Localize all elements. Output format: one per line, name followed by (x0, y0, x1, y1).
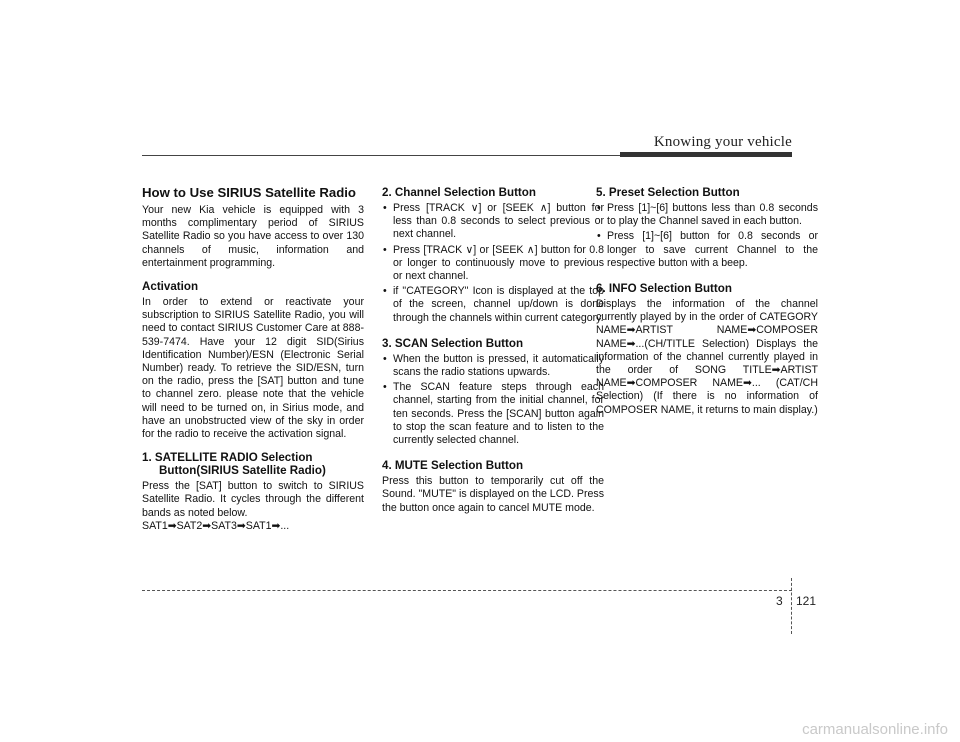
column-3 (596, 186, 818, 417)
heading-activation: Activation (142, 280, 199, 294)
footer-rule (142, 590, 792, 591)
column-2 (382, 186, 604, 515)
paragraph-info: Displays the information of the channel currently played by in the order of CATEGORY NAME➡ARTIST NAME➡COMPOSER NAME➡...(CH/TITLE Selection) Displays the information of the channel currently played in the order of SONG TITLE➡ARTIST NAME➡COMPOSER NAME➡... (CAT/CH Selection) (If there is no information of COMPOSER NAME, it returns to main display.) (596, 298, 818, 416)
heading-mute-button: 4. MUTE Selection Button (382, 459, 524, 473)
paragraph-satellite-button: Press the [SAT] button to switch to SIRIUS Satellite Radio. It cycles through the different bands as noted below. (142, 480, 364, 519)
header-rule-thick (620, 152, 792, 157)
list-item: • Press [1]~[6] button for 0.8 seconds or longer to save current Channel to the respective button with a beep. (596, 230, 818, 270)
column-1 (142, 186, 364, 533)
watermark: carmanualsonline.info (802, 721, 948, 738)
page-divider (791, 578, 792, 634)
paragraph-mute: Press this button to temporarily cut off the Sound. "MUTE" is displayed on the LCD. Press the button once again to cancel MUTE mode. (382, 475, 604, 514)
list-item: • Press [TRACK ∨] or [SEEK ∧] button for 0.8 or longer to continuously move to previous or next channel. (382, 244, 604, 284)
list-item: • Press [1]~[6] buttons less than 0.8 seconds to play the Channel saved in each button. (596, 202, 818, 228)
list-item: • Press [TRACK ∨] or [SEEK ∧] button for less than 0.8 seconds to select previous or next channel. (382, 202, 604, 242)
header-rule-thin (142, 155, 620, 156)
paragraph-satellite-sequence: SAT1➡SAT2➡SAT3➡SAT1➡... (142, 519, 290, 532)
heading-scan-button: 3. SCAN Selection Button (382, 336, 524, 350)
scan-list (382, 353, 604, 447)
paragraph-sirius-intro: Your new Kia vehicle is equipped with 3 months complimentary period of SIRIUS Satellite Radio so you have access to over 130 channels of music, information and entertainment programming. (142, 204, 364, 269)
chapter-number: 3 (776, 594, 783, 608)
heading-sirius: How to Use SIRIUS Satellite Radio (142, 185, 356, 200)
list-item: • if "CATEGORY" Icon is displayed at the top of the screen, channel up/down is done through the channels within current category. (382, 285, 604, 325)
heading-satellite-button: 1. SATELLITE RADIO Selection Button(SIRIUS Satellite Radio) (142, 451, 326, 478)
preset-list (596, 202, 818, 270)
list-item: • The SCAN feature steps through each channel, starting from the initial channel, for ten seconds. Press the [SCAN] button again to stop the scan feature and to listen to the currently selected channel. (382, 381, 604, 447)
page-number: 121 (796, 594, 817, 608)
list-item: • When the button is pressed, it automatically scans the radio stations upwards. (382, 353, 604, 379)
section-title: Knowing your vehicle (653, 134, 792, 150)
heading-info-button: 6. INFO Selection Button (596, 282, 732, 296)
paragraph-activation: In order to extend or reactivate your subscription to SIRIUS Satellite Radio, you will need to contact SIRIUS Customer Care at 888-539-7474. Have your 12 digit SID(Sirius Identification Number)/ESN (Electronic Serial Number) ready. To retrieve the SID/ESN, turn on the radio, press the [SAT] button and tune to channel zero. please note that the vehicle will need to be turned on, in Sirius mode, and have an unobstructed view of the sky in order for the radio to receive the activation signal. (142, 296, 364, 441)
heading-preset-button: 5. Preset Selection Button (596, 186, 740, 199)
heading-channel-button: 2. Channel Selection Button (382, 186, 536, 199)
channel-list (382, 202, 604, 325)
